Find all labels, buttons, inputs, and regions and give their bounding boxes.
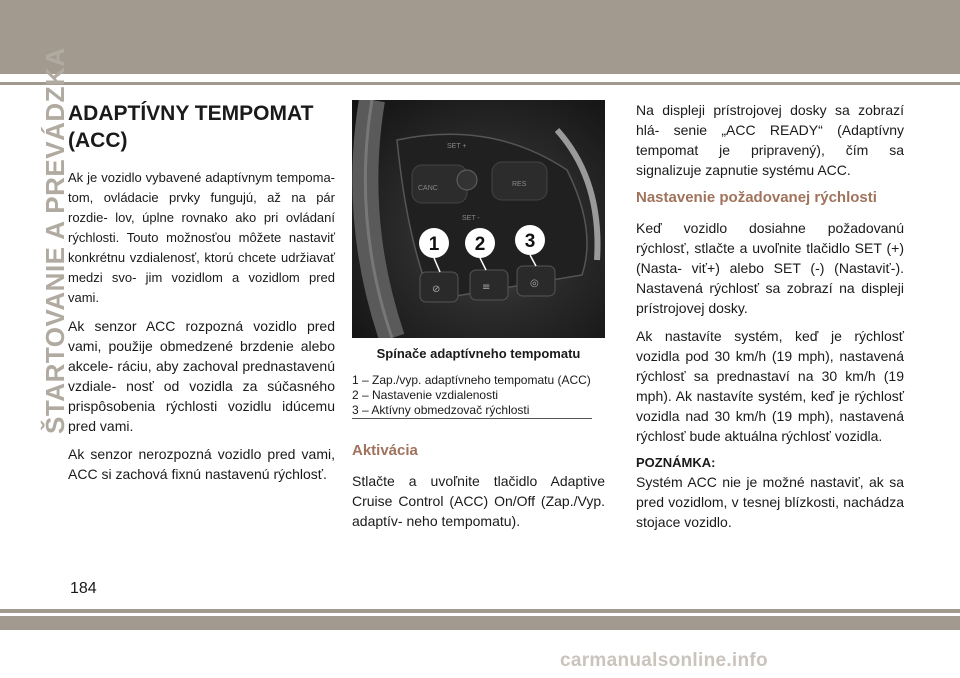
page-number: 184 [70, 580, 97, 597]
column-middle [352, 100, 605, 539]
activation-heading: Aktivácia [352, 442, 418, 459]
activation-paragraph: Stlačte a uvoľnite tlačidlo Adaptive Cruise Control (ACC) On/Off (Zap./Vyp. adaptív- neho tempomatu). [352, 473, 605, 529]
figure-caption: Spínače adaptívneho tempomatu [376, 346, 581, 361]
footer-rule [0, 609, 960, 613]
callout-3-label: 3 [524, 231, 536, 252]
column-right [636, 100, 904, 540]
column-left [68, 100, 335, 492]
footer-band [0, 616, 960, 630]
set-plus-label: SET + [447, 143, 467, 150]
legend-item: 2 – Nastavenie vzdialenosti [352, 388, 499, 402]
note-text: Systém ACC nie je možné nastaviť, ak sa pred vozidlom, v tesnej blízkosti, nachádza stojace vozidlo. [636, 474, 904, 530]
callout-2-label: 2 [474, 234, 486, 255]
set-speed-heading: Nastavenie požadovanej rýchlosti [636, 189, 877, 206]
note-label: POZNÁMKA: [636, 455, 716, 470]
fixed-speed-paragraph: Ak senzor nerozpozná vozidlo pred vami, ACC si zachová fixnú nastavenú rýchlosť. [68, 446, 335, 482]
set-minus-label: SET - [462, 215, 480, 222]
header-rule [0, 82, 960, 85]
limiter-icon: ◎ [530, 278, 539, 289]
res-label: RES [512, 181, 527, 188]
intro-paragraph: Ak je vozidlo vybavené adaptívnym tempoma- tom, ovládacie prvky fungujú, až na pár rozdie- lov, úplne rovnako ako pri ovládaní rýchlosti. Touto možnosťou môžete nastaviť konkrétnu vzdialenosť, ktorú chcete udržiavať medzi svo- jim vozidlom a vozidlom pred vami. [68, 170, 335, 305]
callout-1-label: 1 [428, 234, 440, 255]
heading-line-2: (ACC) [68, 129, 128, 152]
steering-wheel-photo [352, 100, 605, 338]
speed-threshold-paragraph: Ak nastavíte systém, keď je rýchlosť vozidla pod 30 km/h (19 mph), nastavená rýchlosť sa prednastaví na 30 km/h (19 mph). Ak nastavíte systém, keď je rýchlosť vozidla nad 30 km/h (19 mph), nastavená rýchlosť bude aktuálna rýchlosť vozidla. [636, 328, 904, 444]
figure-legend [352, 373, 605, 419]
steering-wheel-illustration [352, 100, 605, 338]
legend-item: 1 – Zap./vyp. adaptívneho tempomatu (ACC) [352, 373, 591, 387]
set-speed-paragraph: Keď vozidlo dosiahne požadovanú rýchlosť, stlačte a uvoľnite tlačidlo SET (+) (Nasta- viť+) alebo SET (-) (Nastaviť-). Nastavená rýchlosť sa zobrazí na displeji prístrojovej dosky. [636, 220, 904, 316]
acc-ready-paragraph: Na displeji prístrojovej dosky sa zobrazí hlá- senie „ACC READY“ (Adaptívny tempomat je pripravený), čím sa signalizuje zapnutie systému ACC. [636, 102, 904, 178]
canc-label: CANC [418, 185, 438, 192]
watermark: carmanualsonline.info [560, 650, 768, 671]
cruise-icon [457, 170, 477, 190]
sensor-paragraph: Ak senzor ACC rozpozná vozidlo pred vami, použije obmedzené brzdenie alebo akcele- ráciu, aby zachoval prednastavenú vzdiale- nosť od vozidla za súčasného prispôsobenia rýchlosti vozidlu idúcemu pred vami. [68, 318, 335, 434]
acc-icon: ⊘ [432, 284, 441, 295]
header-band [0, 0, 960, 74]
distance-icon: ≡ [482, 282, 491, 293]
legend-item: 3 – Aktívny obmedzovač rýchlosti [352, 403, 530, 417]
heading-line-1: ADAPTÍVNY TEMPOMAT [68, 102, 314, 125]
chapter-side-title: ŠTARTOVANIE A PREVÁDZKA [40, 47, 70, 434]
section-heading [68, 100, 335, 154]
